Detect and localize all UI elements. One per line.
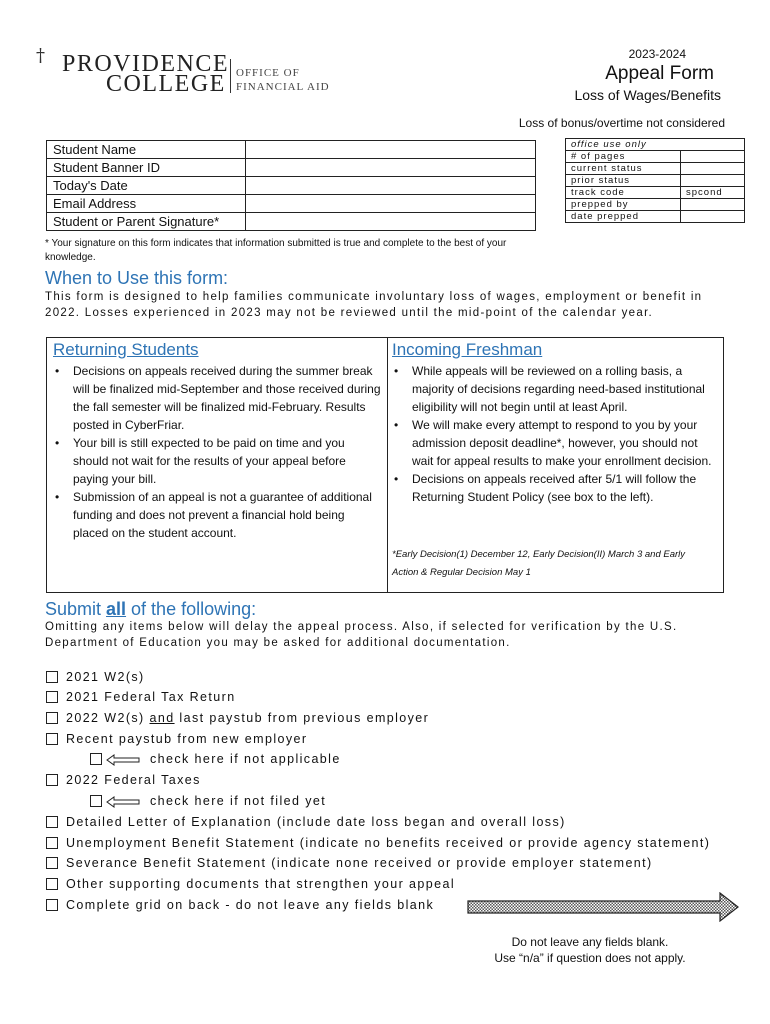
- field-label: Today's Date: [47, 177, 246, 195]
- form-year: 2023-2024: [628, 47, 686, 61]
- checklist-label: check here if not applicable: [150, 752, 341, 766]
- table-row: [566, 211, 745, 223]
- office-value: [681, 211, 745, 223]
- checklist-label: 2022 Federal Taxes: [66, 773, 201, 787]
- list-item: • Decisions on appeals received after 5/1 will follow the Returning Student Policy (see box to the left).: [390, 470, 720, 506]
- checklist-label: Severance Benefit Statement (indicate none received or provide employer statement): [66, 856, 653, 870]
- table-row: [566, 199, 745, 211]
- checklist-label: check here if not filed yet: [150, 794, 327, 808]
- logo-line-1: PROVIDENCE: [62, 51, 230, 77]
- checklist-label: Complete grid on back - do not leave any fields blank: [66, 898, 435, 912]
- table-row: [47, 159, 536, 177]
- date-field[interactable]: [246, 177, 536, 195]
- recent-paystub-checkbox[interactable]: [46, 733, 58, 745]
- bottom-note-line-2: Use “n/a” if question does not apply.: [494, 951, 686, 965]
- complete-grid-checkbox[interactable]: [46, 899, 58, 911]
- when-body: This form is designed to help families communicate involuntary loss of wages, employment or benefit in 2022. Losses experienced in 2023 may not be reviewed until the mid-point of the calendar year.: [45, 291, 703, 319]
- checklist-item: [46, 897, 434, 913]
- checklist-label: Unemployment Benefit Statement (indicate no benefits received or provide agency statement): [66, 836, 711, 850]
- tax-return-2021-checkbox[interactable]: [46, 691, 58, 703]
- checklist-label: 2021 W2(s): [66, 670, 145, 684]
- table-row: [47, 213, 536, 231]
- office-value: spcond: [681, 187, 745, 199]
- bottom-note: [440, 934, 740, 966]
- not-filed-checkbox[interactable]: [90, 795, 102, 807]
- other-documents-checkbox[interactable]: [46, 878, 58, 890]
- checklist-item: [46, 835, 710, 851]
- logo-line-2: COLLEGE: [106, 71, 226, 97]
- checklist-item: [46, 876, 455, 892]
- checklist-subitem: [90, 793, 326, 809]
- email-field[interactable]: [246, 195, 536, 213]
- early-decision-footnote: *Early Decision(1) December 12, Early Decision(II) March 3 and Early Action & Regular Decision May 1: [392, 549, 686, 578]
- policy-box: [46, 337, 724, 593]
- office-label: # of pages: [566, 151, 681, 163]
- table-row: [47, 177, 536, 195]
- submit-heading-post: of the following:: [126, 599, 257, 619]
- office-label: current status: [566, 163, 681, 175]
- torch-icon: †: [36, 45, 45, 66]
- logo-divider: [230, 59, 231, 93]
- checklist-label: 2021 Federal Tax Return: [66, 690, 236, 704]
- table-row: [566, 151, 745, 163]
- field-label: Student or Parent Signature*: [47, 213, 246, 231]
- form-note: Loss of bonus/overtime not considered: [518, 116, 725, 130]
- table-row: [566, 187, 745, 199]
- list-item: • Submission of an appeal is not a guarantee of additional funding and does not prevent a financial hold being placed on the student account.: [51, 488, 383, 542]
- label-part: 2022 W2(s): [66, 711, 150, 725]
- college-logo: [36, 45, 356, 95]
- field-label: Email Address: [47, 195, 246, 213]
- office-label: prior status: [566, 175, 681, 187]
- checklist-label: Recent paystub from new employer: [66, 732, 308, 746]
- table-row: [47, 141, 536, 159]
- checklist-label: Other supporting documents that strengthen your appeal: [66, 877, 455, 891]
- list-item: • While appeals will be reviewed on a rolling basis, a majority of decisions regarding need-based institutional eligibility will not begin until at least April.: [390, 362, 720, 416]
- office-value: [681, 163, 745, 175]
- submit-heading: [45, 599, 256, 620]
- banner-id-field[interactable]: [246, 159, 536, 177]
- when-heading: When to Use this form:: [45, 268, 229, 288]
- checklist-subitem: [90, 751, 341, 767]
- office-value: [681, 175, 745, 187]
- checklist-label: Detailed Letter of Explanation (include date loss began and overall loss): [66, 815, 566, 829]
- returning-heading: Returning Students: [53, 340, 199, 359]
- checklist-item: [46, 814, 566, 830]
- submit-heading-emphasis: all: [106, 599, 127, 619]
- form-title: Appeal Form: [605, 63, 714, 84]
- w2-2022-checkbox[interactable]: [46, 712, 58, 724]
- left-arrow-icon: [106, 796, 140, 808]
- label-part: last paystub from previous employer: [174, 711, 430, 725]
- logo-office-line-1: OFFICE OF: [236, 67, 300, 79]
- field-label: Student Name: [47, 141, 246, 159]
- office-label: track code: [566, 187, 681, 199]
- office-value: [681, 151, 745, 163]
- right-arrow-icon: [466, 892, 740, 922]
- student-info-table: [46, 140, 536, 231]
- label-part-underlined: and: [149, 711, 175, 725]
- checklist-label: [66, 711, 429, 725]
- explanation-letter-checkbox[interactable]: [46, 816, 58, 828]
- list-item: • We will make every attempt to respond to you by your admission deposit deadline*, however, you should not wait for appeal results to make your enrollment decision.: [390, 416, 720, 470]
- returning-list: [51, 362, 383, 542]
- checklist-item: [46, 710, 429, 726]
- signature-note: * Your signature on this form indicates that information submitted is true and complete to the best of your knowledge.: [45, 238, 507, 263]
- submit-body: Omitting any items below will delay the appeal process. Also, if selected for verification by the U.S. Department of Education you may be asked for additional documentation.: [45, 621, 678, 649]
- office-label: date prepped: [566, 211, 681, 223]
- not-applicable-checkbox[interactable]: [90, 753, 102, 765]
- checklist-item: [46, 669, 145, 685]
- submit-heading-pre: Submit: [45, 599, 107, 619]
- checklist-item: [46, 731, 307, 747]
- w2-2021-checkbox[interactable]: [46, 671, 58, 683]
- table-row: [566, 139, 745, 151]
- incoming-heading: Incoming Freshman: [392, 340, 543, 359]
- bottom-note-line-1: Do not leave any fields blank.: [511, 935, 669, 949]
- logo-office-line-2: FINANCIAL AID: [236, 81, 330, 93]
- list-item: • Decisions on appeals received during the summer break will be finalized mid-September and those received during the fall semester will be finalized mid-February. Results posted in CyberFriar.: [51, 362, 383, 434]
- federal-taxes-2022-checkbox[interactable]: [46, 774, 58, 786]
- field-label: Student Banner ID: [47, 159, 246, 177]
- office-value: [681, 199, 745, 211]
- signature-field[interactable]: [246, 213, 536, 231]
- table-row: [566, 175, 745, 187]
- student-name-field[interactable]: [246, 141, 536, 159]
- checklist-item: [46, 772, 201, 788]
- left-arrow-icon: [106, 754, 140, 766]
- unemployment-checkbox[interactable]: [46, 837, 58, 849]
- form-subtitle: Loss of Wages/Benefits: [574, 87, 721, 103]
- table-row: [566, 163, 745, 175]
- checklist-item: [46, 689, 236, 705]
- table-row: [47, 195, 536, 213]
- checklist-item: [46, 855, 653, 871]
- office-use-header: office use only: [566, 139, 745, 151]
- box-divider: [387, 338, 388, 593]
- office-use-table: [565, 138, 745, 223]
- list-item: • Your bill is still expected to be paid on time and you should not wait for the results of your appeal before paying your bill.: [51, 434, 383, 488]
- office-label: prepped by: [566, 199, 681, 211]
- incoming-list: [390, 362, 720, 506]
- severance-checkbox[interactable]: [46, 857, 58, 869]
